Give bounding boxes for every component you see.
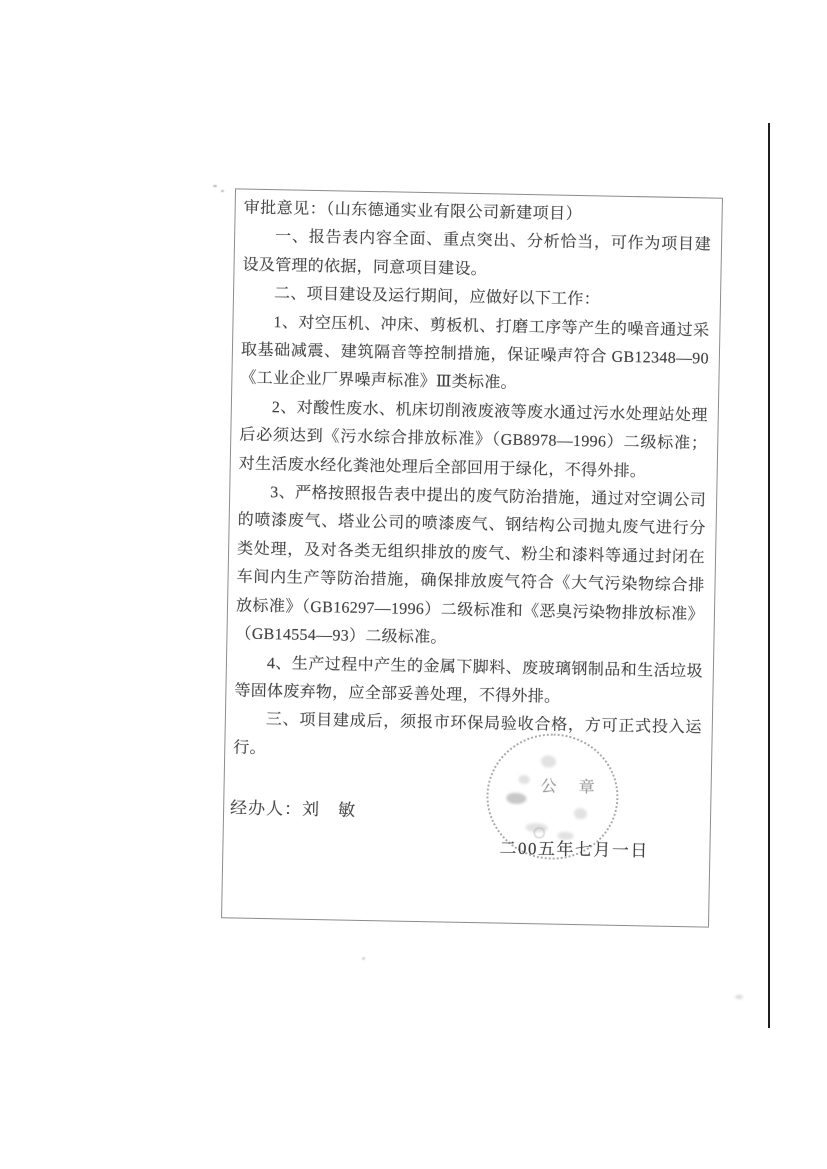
handler-name: 刘 敏 (301, 799, 357, 820)
stamp-faint-mark (519, 775, 530, 784)
stamp-faint-mark (574, 808, 587, 819)
scan-speck (213, 185, 217, 187)
opinion-paragraph: 2、对酸性废水、机床切削液废液等废水通过污水处理站处理后必须达到《污水综合排放标准》（GB8978—1996）二级标准；对生活废水经化粪池处理后全部回用于绿化，不得外排。 (238, 398, 708, 480)
opinion-paragraph: 4、生产过程中产生的金属下脚料、废玻璃钢制品和生活垃圾等固体废弃物，应全部妥善处理，不得外排。 (234, 654, 704, 706)
stamp-faint-mark (541, 755, 556, 767)
stamp-faint-mark (506, 793, 526, 804)
approval-opinion-box (221, 188, 723, 927)
opinion-paragraph: 一、报告表内容全面、重点突出、分析恰当，可作为项目建设及管理的依据，同意项目建设。 (242, 228, 712, 279)
stamp-label: 公章 (540, 778, 617, 797)
handler-label: 经办人： (229, 798, 303, 819)
scan-speck (735, 995, 743, 999)
approval-date: 二00五年七月一日 (499, 838, 650, 861)
scan-speck (221, 190, 224, 192)
scan-page-edge-line (768, 123, 770, 1028)
approval-opinion-title: 审批意见：（山东德通实业有限公司新建项目） (243, 199, 583, 224)
opinion-paragraph: 三、项目建成后，须报市环保局验收合格，方可正式投入运行。 (233, 711, 702, 757)
scan-speck (362, 957, 365, 960)
opinion-paragraph: 1、对空压机、冲床、剪板机、打磨工序等产生的噪音通过采取基础减震、建筑隔音等控制措施，保证噪声符合 GB12348—90《工业企业厂界噪声标准》Ⅲ类标准。 (240, 313, 710, 393)
opinion-paragraph: 3、严格按照报告表中提出的废气防治措施，通过对空调公司的喷漆废气、塔业公司的喷漆废气、钢结构公司抛丸废气进行分类处理，及对各类无组织排放的废气、粉尘和漆料等通过封闭在车间内生产等防治措施，确保排放废气符合《大气污染物综合排放标准》（GB16297—1996）二级标准和《恶臭污染物排放标准》（GB14554—93）二级标准。 (235, 484, 707, 647)
opinion-paragraph: 二、项目建设及运行期间，应做好以下工作： (273, 285, 601, 309)
handler-line (230, 794, 357, 825)
approval-opinion-body (233, 223, 711, 772)
